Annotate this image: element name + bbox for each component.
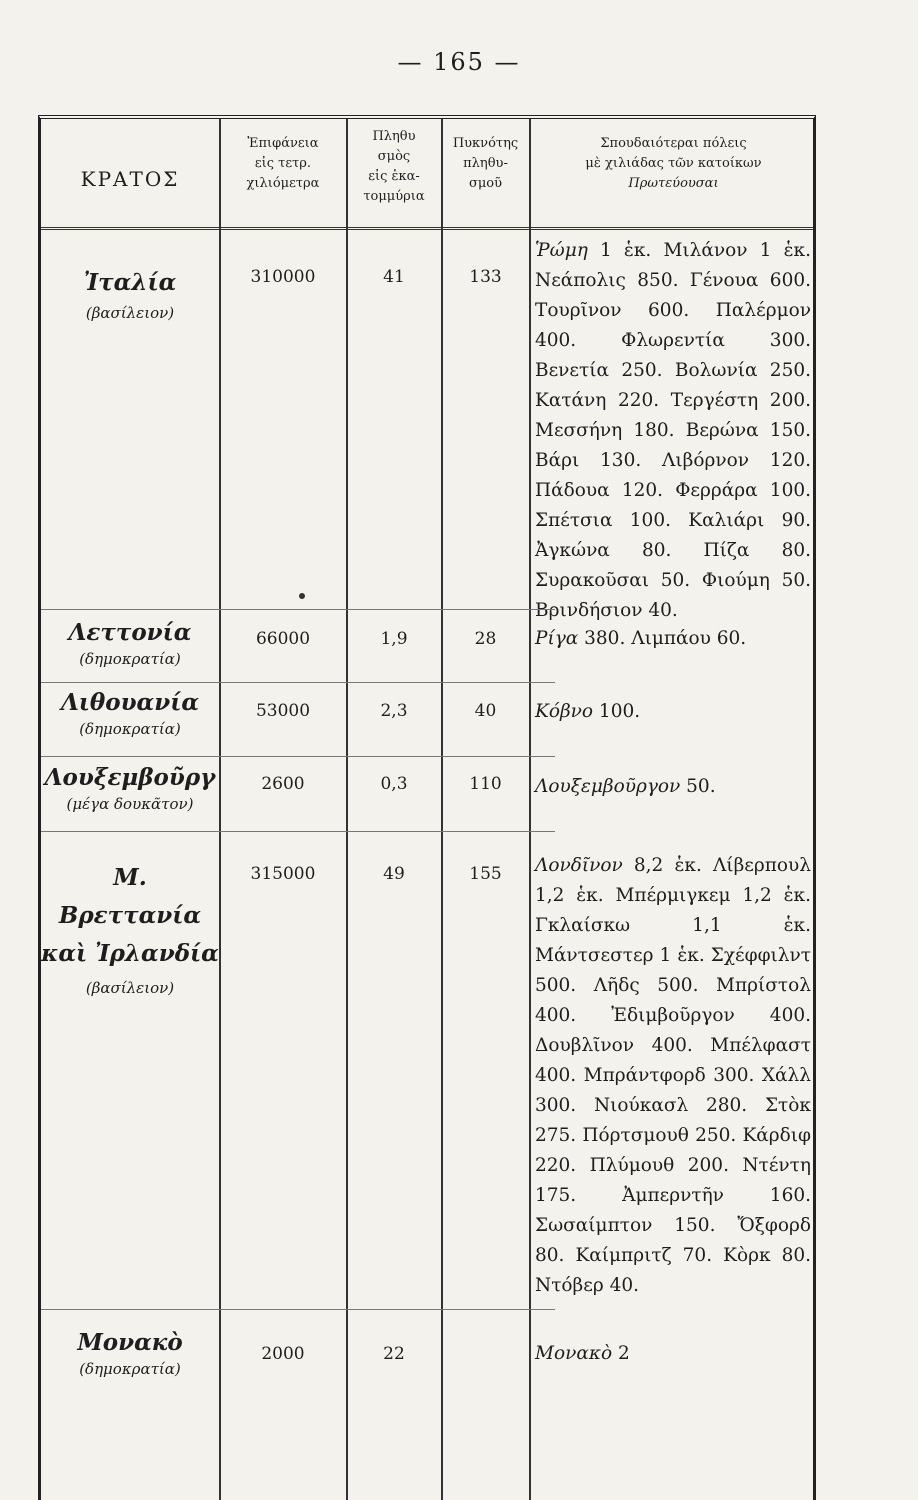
area-great-britain: 315000 <box>250 864 316 884</box>
header-state: ΚΡΑΤΟΣ <box>80 167 180 191</box>
area-monaco: 2000 <box>261 1344 305 1364</box>
statistics-table <box>38 115 816 1500</box>
area-italy: 310000 <box>250 267 316 287</box>
ink-dot <box>299 593 305 599</box>
country-italy: Ἰταλία (βασίλειον) <box>83 269 177 322</box>
cities-monaco: Μονακὸ 2 <box>535 1343 630 1364</box>
column-divider <box>346 119 348 1500</box>
density-great-britain: 155 <box>469 864 502 884</box>
column-divider <box>219 119 221 1500</box>
country-great-britain: Μ. Βρεττανία καὶ Ἰρλανδία (βασίλειον) <box>41 864 219 997</box>
area-latvia: 66000 <box>255 629 311 649</box>
population-luxembourg: 0,3 <box>380 774 408 794</box>
density-italy: 133 <box>469 267 502 287</box>
row-rule <box>41 831 555 832</box>
page-number: — 165 — <box>397 48 521 76</box>
header-density: Πυκνότης πληθυ- σμοῦ <box>452 136 519 192</box>
header-rule <box>41 227 813 230</box>
header-population: Πληθυ σμὸς εἰς ἑκα- τομμύρια <box>363 129 425 205</box>
cities-lithuania: Κόβνο 100. <box>535 701 641 722</box>
row-rule <box>41 609 555 610</box>
area-lithuania: 53000 <box>255 701 311 721</box>
population-italy: 41 <box>383 267 405 287</box>
country-luxembourg: Λουξεμβοῦργ (μέγα δουκᾶτον) <box>44 764 216 813</box>
population-lithuania: 2,3 <box>380 701 408 721</box>
country-monaco: Μοναкὸ (δημοκρατία) <box>77 1329 183 1378</box>
area-luxembourg: 2600 <box>261 774 305 794</box>
population-latvia: 1,9 <box>380 629 408 649</box>
row-rule <box>41 756 555 757</box>
header-area: Ἐπιφάνεια εἰς τετρ. χιλιόμετρα <box>246 136 320 192</box>
density-luxembourg: 110 <box>469 774 502 794</box>
column-divider <box>441 119 443 1500</box>
cities-great-britain: Λονδῖνον 8,2 ἑκ. Λίβερπουλ 1,2 ἑκ. Μπέρμιγκεμ 1,2 ἑκ. Γκλαίσκω 1,1 ἑκ. Μάντσεστερ 1 ἑκ. Σχέφφιλντ 500. Λῆδς 500. Μπρίστολ 400. Ἐδιμβοῦργον 400. Δουβλῖνον 400. Μπέλφαστ 400. Μπράντφορδ 300. Χάλλ 300. Νιούκασλ 280. Στὸκ 275. Πόρτσμουθ 250. Κάρδιφ 220. Πλύμουθ 200. Ντέντη 175. Ἀμπερντῆν 160. Σωσαίμπτον 150. Ὄξφορδ 80. Καίμπριτζ 70. Κὸρκ 80. Ντόβερ 40. <box>535 855 811 1296</box>
density-lithuania: 40 <box>474 701 497 721</box>
cities-italy: Ῥώμη 1 ἑκ. Μιλάνον 1 ἑκ. Νεάπολις 850. Γένουα 600. Τουρῖνον 600. Παλέρμον 400. Φλωρεντία 300. Βενετία 250. Βολωνία 250. Κατάνη 220. Τεργέστη 200. Μεσσήνη 180. Βερώνα 150. Βάρι 130. Λιβόρνον 120. Πάδουα 120. Φερράρα 100. Σπέτσια 100. Καλιάρι 90. Ἀγκώνα 80. Πίζα 80. Συρακοῦσαι 50. Φιούμη 50. Βρινδήσιον 40. <box>535 240 811 621</box>
row-rule <box>41 682 555 683</box>
population-monaco: 22 <box>383 1344 405 1364</box>
density-latvia: 28 <box>474 629 497 649</box>
cities-latvia: Ρίγα 380. Λιμπάου 60. <box>535 628 747 649</box>
header-cities: Σπουδαιότεραι πόλεις μὲ χιλιάδας τῶν κατοίκων Πρωτεύουσαι <box>585 136 762 192</box>
country-latvia: Λεττονία (δημοκρατία) <box>68 619 192 668</box>
cities-luxembourg: Λουξεμβοῦργον 50. <box>535 776 716 797</box>
column-divider <box>529 119 531 1500</box>
country-lithuania: Λιθουανία (δημοκρατία) <box>60 689 200 738</box>
row-rule <box>41 1309 555 1310</box>
population-great-britain: 49 <box>383 864 405 884</box>
